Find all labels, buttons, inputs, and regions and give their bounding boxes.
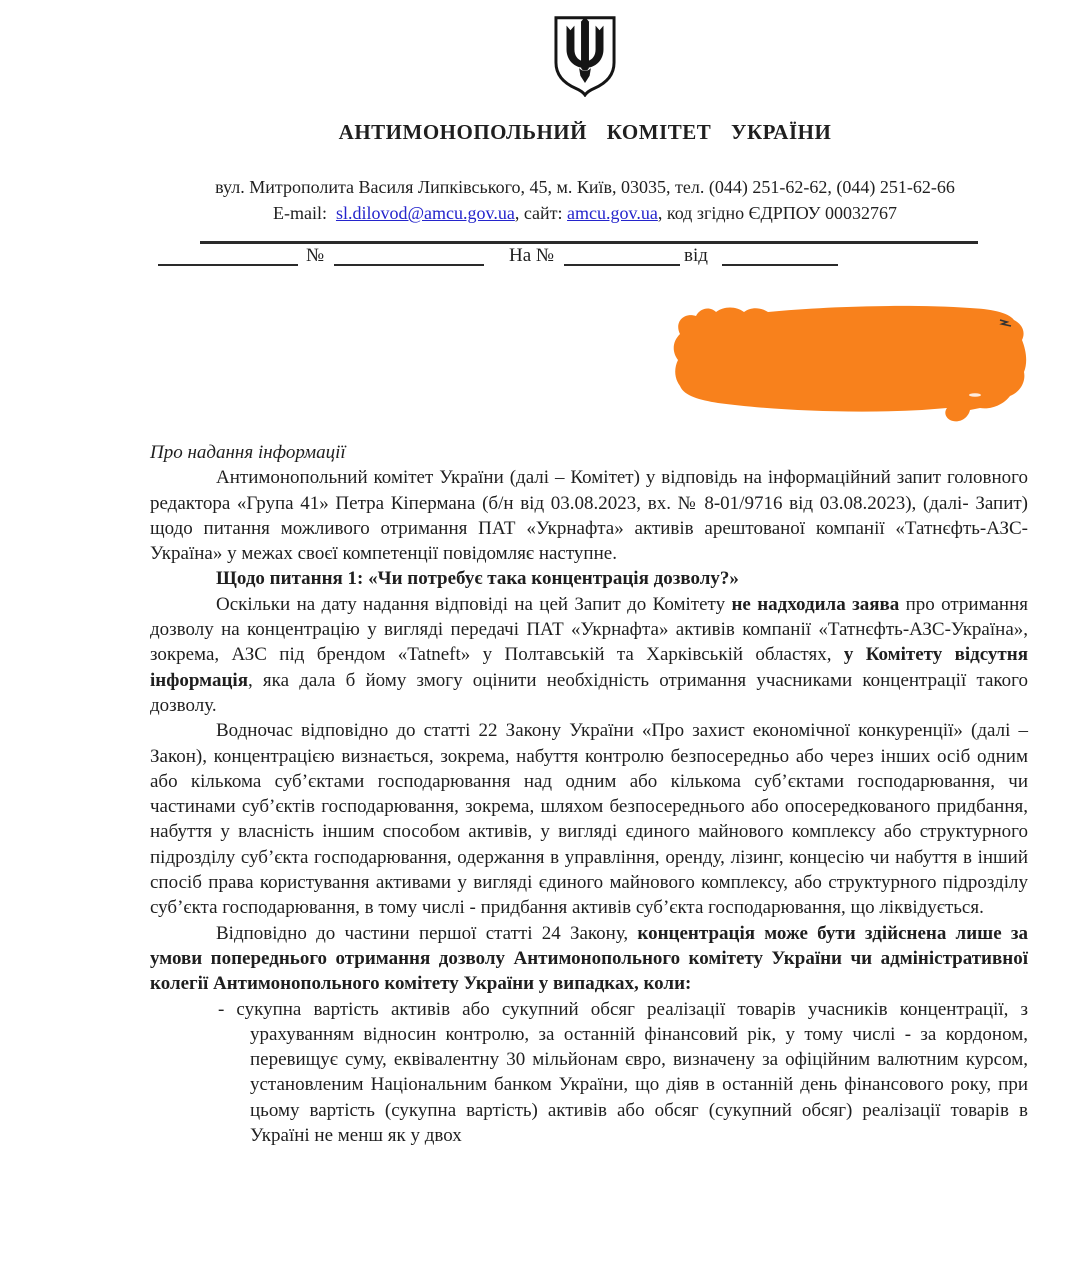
site-separator: , сайт: [514, 203, 568, 223]
bullet-threshold-30m-euro: - сукупна вартість активів або сукупний обсяг реалізації товарів учасників концентрації, з урахуванням відносин контролю, за останній фінансовий рік, у тому числі - за кордоном, перевищує суму, еквівалентну 30 мільйонам євро, визначену за офіційним валютним курсом, установленим Національним банком України, що діяв в останній день фінансового року, при цьому вартість (сукупна вартість) активів або обсяг (сукупний обсяг) реалізації товарів в Україні не менш як у двох [218, 998, 1028, 1147]
ukraine-trident-emblem-icon [552, 15, 618, 97]
website-link[interactable]: amcu.gov.ua [567, 203, 658, 223]
ref-from-date-blank-line [722, 246, 838, 266]
email-gap [327, 203, 336, 223]
answer1-bold-no-application: не надходила заява [731, 593, 900, 615]
answer1-bold-no-information: у Комітету відсутня інформація [150, 644, 1028, 691]
orange-redaction-marker [660, 298, 1040, 428]
answer1-text: , яка дала б йому змогу оцінити необхідність отримання учасниками концентрації такого дозволу. [150, 669, 1028, 716]
letterhead [93, 0, 1077, 226]
answer1-text: Оскільки на дату надання відповіді на цей Запит до Комітету [216, 593, 732, 615]
article24-bold-permission-required: концентрація може бути здійснена лише за умови попереднього отримання дозволу Антимонопольного комітету України чи адміністративної колегії Антимонопольного комітету України у випадках, коли: [150, 922, 1028, 995]
ref-number-blank-line [334, 246, 484, 266]
ref-from-date-label: від [684, 245, 708, 266]
letterhead-divider [200, 241, 978, 244]
answer1-text: про отримання дозволу на концентрацію у вигляді передачі ПАТ «Укрнафта» активів компанії «Татнєфть-АЗС-Україна», зокрема, АЗС під брендом «Tatneft» у Полтавській та Харківській областях, [150, 593, 1028, 666]
organization-address: вул. Митрополита Василя Липківського, 45, м. Київ, 03035, тел. (044) 251-62-62, (044) 251-62-66 [215, 177, 955, 197]
organization-title: АНТИМОНОПОЛЬНИЙ КОМІТЕТ УКРАЇНИ [338, 120, 832, 144]
letter-body [150, 440, 1028, 1148]
article24-text: Відповідно до частини першої статті 24 Закону, [216, 922, 638, 944]
paragraph-law-article-22: Водночас відповідно до статті 22 Закону України «Про захист економічної конкуренції» (далі – Закон), концентрацією визнається, зокрема, набуття контролю безпосередньо або через інших осіб одним або кількома суб’єктами господарювання над одним або кількома суб’єктами господарювання, чи частинами суб’єктів господарювання, зокрема, шляхом безпосереднього або опосередкованого придбання, набуття у власність іншим способом активів, у вигляді єдиного майнового комплексу або структурного підрозділу суб’єкта господарювання, одержання в управління, оренду, лізинг, концесію чи набуття в інший спосіб права користування активами у вигляді єдиного майнового комплексу, або структурного підрозділу суб’єкта господарювання, в тому числі - придбання активів суб’єкта господарювання, що ліквідується. [150, 720, 1028, 919]
email-label: E-mail: [272, 203, 327, 223]
ref-reply-to-number-label: На № [509, 245, 555, 266]
paragraph-intro: Антимонопольний комітет України (далі – Комітет) у відповідь на інформаційний запит головного редактора «Група 41» Петра Кіпермана (б/н від 03.08.2023, вх. № 8-01/9716 від 03.08.2023), (далі- Запит) щодо питання можливого отримання ПАТ «Укрнафта» активів арештованої компанії «Татнєфть-АЗС-Україна» у межах своєї компетенції повідомляє наступне. [150, 467, 1028, 565]
subject-line: Про надання інформації [150, 442, 346, 463]
ref-number-label: № [306, 245, 325, 266]
ref-date-blank-line [158, 246, 298, 266]
ref-reply-number-blank-line [564, 246, 680, 266]
paragraph-answer-1 [150, 592, 1028, 718]
email-link[interactable]: sl.dilovod@amcu.gov.ua [335, 203, 515, 223]
question-1-heading: Щодо питання 1: «Чи потребує така концентрація дозволу?» [216, 568, 739, 590]
organization-contacts [93, 200, 1077, 226]
edrpou-code: , код згідно ЄДРПОУ 00032767 [657, 203, 898, 223]
paragraph-law-article-24 [150, 921, 1028, 997]
